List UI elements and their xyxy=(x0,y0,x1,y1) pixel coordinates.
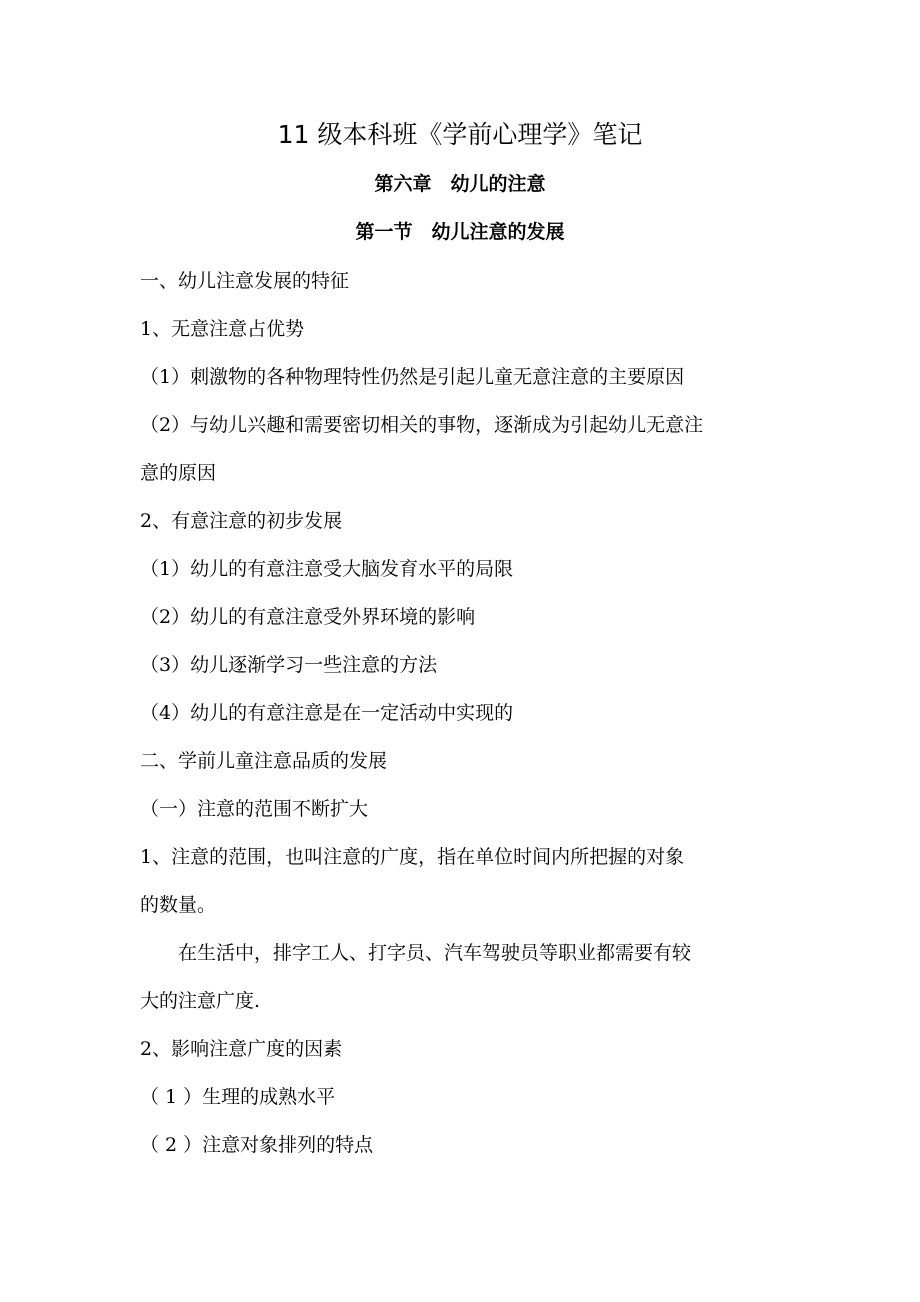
text-line: 大的注意广度. xyxy=(140,990,261,1012)
text-line: 2、影响注意广度的因素 xyxy=(140,1038,343,1060)
chapter-heading: 第六章 幼儿的注意 xyxy=(374,173,546,195)
text-line: （ 1 ）生理的成熟水平 xyxy=(140,1086,336,1108)
text-line: （2）与幼儿兴趣和需要密切相关的事物，逐渐成为引起幼儿无意注 xyxy=(140,414,704,436)
text-line: （一）注意的范围不断扩大 xyxy=(140,798,369,820)
text-line: 1、无意注意占优势 xyxy=(140,318,305,340)
document-title: 11 级本科班《学前心理学》笔记 xyxy=(277,120,643,149)
text-line: （4）幼儿的有意注意是在一定活动中实现的 xyxy=(140,702,514,724)
text-line: 2、有意注意的初步发展 xyxy=(140,510,343,532)
section-heading: 第一节 幼儿注意的发展 xyxy=(355,221,565,243)
text-line: （1）幼儿的有意注意受大脑发育水平的局限 xyxy=(140,558,514,580)
text-line: 在生活中，排字工人、打字员、汽车驾驶员等职业都需要有较 xyxy=(140,942,692,964)
text-line: 二、学前儿童注意品质的发展 xyxy=(140,750,388,772)
text-line: （1）刺激物的各种物理特性仍然是引起儿童无意注意的主要原因 xyxy=(140,366,685,388)
text-line: 1、注意的范围，也叫注意的广度，指在单位时间内所把握的对象 xyxy=(140,846,685,868)
text-line: 一、幼儿注意发展的特征 xyxy=(140,270,350,292)
text-line: 的数量。 xyxy=(140,894,217,916)
text-line: （3）幼儿逐渐学习一些注意的方法 xyxy=(140,654,438,676)
text-line: （2）幼儿的有意注意受外界环境的影响 xyxy=(140,606,476,628)
text-line: 意的原因 xyxy=(140,462,217,484)
text-line: （ 2 ）注意对象排列的特点 xyxy=(140,1134,374,1156)
